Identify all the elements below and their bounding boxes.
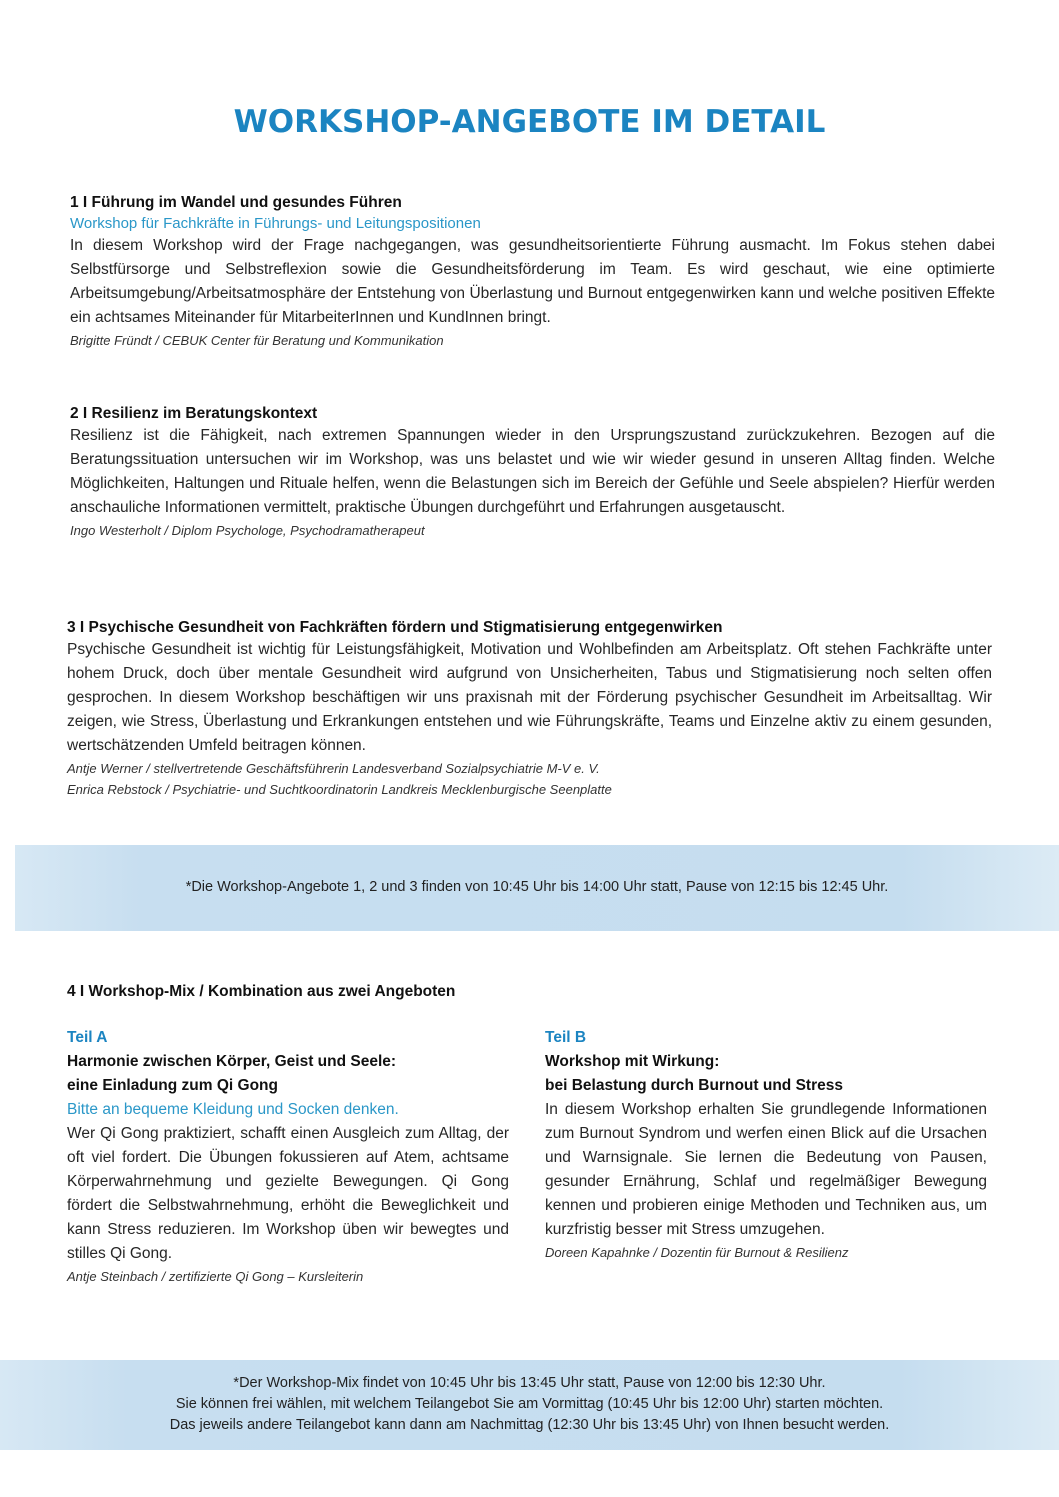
- workshop-3-description: Psychische Gesundheit ist wichtig für Leistungsfähigkeit, Motivation und Wohlbefinden am Arbeitsplatz. Oft stehen Fachkräfte unter hohem Druck, doch über mentale Gesundheit wird aufgrund von Unsicherheiten, Tabus und Stigmatisierung noch selten offen gesprochen. In diesem Workshop beschäftigen wir uns praxisnah mit der Förderung psychischer Gesundheit im Arbeitsalltag. Wir zeigen, wie Stress, Überlastung und Erkrankungen entstehen und wie Führungskräfte, Teams und Einzelne aktiv zu einem gesunden, wertschätzenden Umfeld beitragen können.: [67, 641, 992, 754]
- workshop-2: [70, 403, 995, 541]
- teil-b-label: Teil B: [545, 1029, 587, 1046]
- schedule-note-2-line-1: *Der Workshop-Mix findet von 10:45 Uhr bis 13:45 Uhr statt, Pause von 12:00 bis 12:30 Uhr.: [233, 1375, 826, 1391]
- workshop-2-heading: 2 I Resilienz im Beratungskontext: [70, 405, 318, 422]
- workshop-1-heading: 1 I Führung im Wandel und gesundes Führen: [70, 194, 402, 211]
- workshop-3-heading: 3 I Psychische Gesundheit von Fachkräften fördern und Stigmatisierung entgegenwirken: [67, 619, 723, 636]
- workshop-1-description: In diesem Workshop wird der Frage nachgegangen, was gesundheitsorientierte Führung ausmacht. Im Fokus stehen dabei Selbstfürsorge und Selbstreflexion sowie die Gesundheitsförderung im Team. Es wird geschaut, wie eine optimierte Arbeitsumgebung/Arbeitsatmosphäre der Entstehung von Überlastung und Burnout entgegenwirken kann und welche positiven Effekte ein achtsames Miteinander für MitarbeiterInnen und KundInnen bringt.: [70, 237, 995, 326]
- schedule-note-band-2: [0, 1360, 1059, 1450]
- workshop-4-teil-b: [545, 1026, 987, 1263]
- teil-a-title-line-1: Harmonie zwischen Körper, Geist und Seele:: [67, 1053, 397, 1070]
- page-title: WORKSHOP-ANGEBOTE IM DETAIL: [233, 104, 826, 140]
- schedule-note-1: *Die Workshop-Angebote 1, 2 und 3 finden von 10:45 Uhr bis 14:00 Uhr statt, Pause von 12:15 bis 12:45 Uhr.: [185, 879, 889, 895]
- teil-a-description: Wer Qi Gong praktiziert, schafft einen Ausgleich zum Alltag, der oft viel fordert. Die Übungen fokussieren auf Atem, achtsame Körperwahrnehmung und gezielte Bewegungen. Qi Gong fördert die Selbstwahrnehmung, erhöht die Beweglichkeit und kann Stress reduzieren. Im Workshop üben wir bewegtes und stilles Qi Gong.: [67, 1125, 509, 1262]
- workshop-3: [67, 617, 992, 800]
- teil-a-title-line-2: eine Einladung zum Qi Gong: [67, 1077, 278, 1094]
- workshop-3-author-2: Enrica Rebstock / Psychiatrie- und Suchtkoordinatorin Landkreis Mecklenburgische Seenplatte: [67, 782, 612, 797]
- teil-a-label: Teil A: [67, 1029, 108, 1046]
- workshop-1-subtitle: Workshop für Fachkräfte in Führungs- und Leitungspositionen: [70, 215, 481, 232]
- teil-b-title-line-2: bei Belastung durch Burnout und Stress: [545, 1077, 843, 1094]
- workshop-1: [70, 192, 995, 351]
- workshop-4-heading: 4 I Workshop-Mix / Kombination aus zwei Angeboten: [67, 983, 456, 1000]
- teil-a-hint: Bitte an bequeme Kleidung und Socken denken.: [67, 1101, 399, 1118]
- schedule-note-2-line-3: Das jeweils andere Teilangebot kann dann am Nachmittag (12:30 Uhr bis 13:45 Uhr) von Ihnen besucht werden.: [169, 1417, 890, 1433]
- teil-b-author: Doreen Kapahnke / Dozentin für Burnout & Resilienz: [545, 1245, 849, 1260]
- teil-b-title-line-1: Workshop mit Wirkung:: [545, 1053, 720, 1070]
- workshop-2-author: Ingo Westerholt / Diplom Psychologe, Psychodramatherapeut: [70, 523, 425, 538]
- teil-b-description: In diesem Workshop erhalten Sie grundlegende Informationen zum Burnout Syndrom und werfen einen Blick auf die Ursachen und Warnsignale. Sie lernen die Bedeutung von Pausen, gesunder Ernährung, Schlaf und regelmäßiger Bewegung kennen und probieren einige Methoden und Techniken aus, um kurzfristig besser mit Stress umzugehen.: [545, 1101, 987, 1238]
- teil-a-author: Antje Steinbach / zertifizierte Qi Gong – Kursleiterin: [67, 1269, 364, 1284]
- workshop-4-teil-a: [67, 1026, 509, 1287]
- schedule-note-2-line-2: Sie können frei wählen, mit welchem Teilangebot Sie am Vormittag (10:45 Uhr bis 12:00 Uhr) starten möchten.: [175, 1396, 884, 1412]
- workshop-2-description: Resilienz ist die Fähigkeit, nach extremen Spannungen wieder in den Ursprungszustand zurückzukehren. Bezogen auf die Beratungssituation untersuchen wir im Workshop, was uns belastet und wie wir wieder gesund in unseren Alltag finden. Welche Möglichkeiten, Haltungen und Rituale helfen, wenn die Belastungen sich im Bereich der Gefühle und Seele abspielen? Hierfür werden anschauliche Informationen vermittelt, praktische Übungen durchgeführt und Erfahrungen ausgetauscht.: [70, 427, 995, 516]
- workshop-3-author-1: Antje Werner / stellvertretende Geschäftsführerin Landesverband Sozialpsychiatrie M-V e. V.: [67, 761, 600, 776]
- workshop-1-author: Brigitte Fründt / CEBUK Center für Beratung und Kommunikation: [70, 333, 444, 348]
- schedule-note-band-1: [15, 845, 1059, 931]
